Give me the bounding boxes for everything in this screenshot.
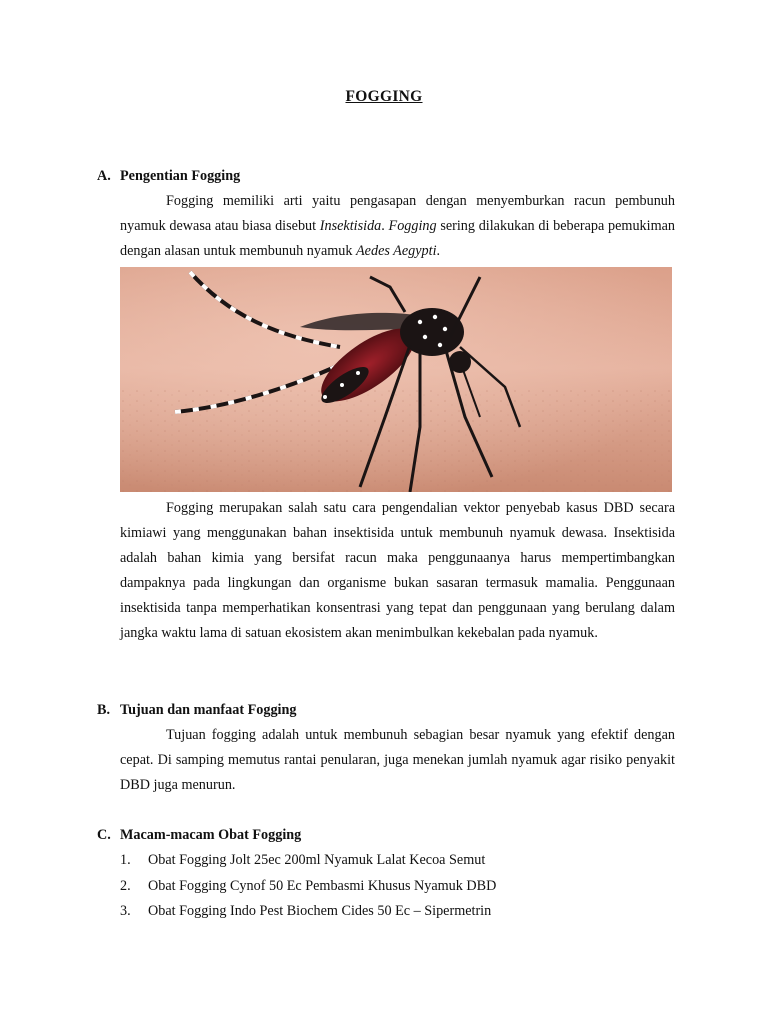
list-item-number: 1. <box>120 852 131 868</box>
list-item <box>120 901 496 927</box>
section-b-paragraph-1: Tujuan fogging adalah untuk membunuh sebagian besar nyamuk yang efektif dengan cepat. Di samping memutus rantai penularan, juga menekan jumlah nyamuk agar risiko penyakit DBD juga menurun. <box>120 727 675 793</box>
list-item <box>120 850 496 876</box>
list-item-text: Obat Fogging Cynof 50 Ec Pembasmi Khusus Nyamuk DBD <box>148 877 497 894</box>
section-a-title: Pengentian Fogging <box>120 168 241 184</box>
section-a-letter: A. <box>97 168 111 184</box>
section-b-heading <box>97 702 296 719</box>
section-b-title: Tujuan dan manfaat Fogging <box>120 702 297 718</box>
list-item-text: Obat Fogging Indo Pest Biochem Cides 50 Ec – Sipermetrin <box>148 903 492 919</box>
section-c-title: Macam-macam Obat Fogging <box>120 827 302 843</box>
section-c-letter: C. <box>97 827 111 843</box>
document-title: FOGGING <box>345 88 423 105</box>
fogging-medicine-list <box>120 850 496 927</box>
list-item-text: Obat Fogging Jolt 25ec 200ml Nyamuk Lalat Kecoa Semut <box>148 852 486 868</box>
section-c-heading <box>97 827 301 844</box>
section-a-paragraph-2: Fogging merupakan salah satu cara pengendalian vektor penyebab kasus DBD secara kimiawi yang menggunakan bahan insektisida untuk membunuh nyamuk dewasa. Insektisida adalah bahan kimia yang bersifat racun maka penggunaanya harus mempertimbangkan dampaknya pada lingkungan dan organisme bukan sasaran termasuk mamalia. Penggunaan insektisida tanpa memperhatikan konsentrasi yang tepat dan penggunaan yang berulang dalam jangka waktu lama di satuan ekosistem akan menimbulkan kekebalan pada nyamuk. <box>120 500 675 641</box>
section-a-heading <box>97 168 240 185</box>
section-b-letter: B. <box>97 702 111 718</box>
list-item <box>120 876 496 902</box>
section-a-paragraph-1: Fogging memiliki arti yaitu pengasapan dengan menyemburkan racun pembunuh nyamuk dewasa atau biasa disebut Insektisida. Fogging sering dilakukan di beberapa pemukiman dengan alasan untuk membunuh nyamuk Aedes Aegypti. <box>120 193 675 259</box>
list-item-number: 2. <box>120 877 131 894</box>
mosquito-photo <box>120 267 672 492</box>
mosquito-illustration <box>120 267 672 492</box>
list-item-number: 3. <box>120 903 131 919</box>
